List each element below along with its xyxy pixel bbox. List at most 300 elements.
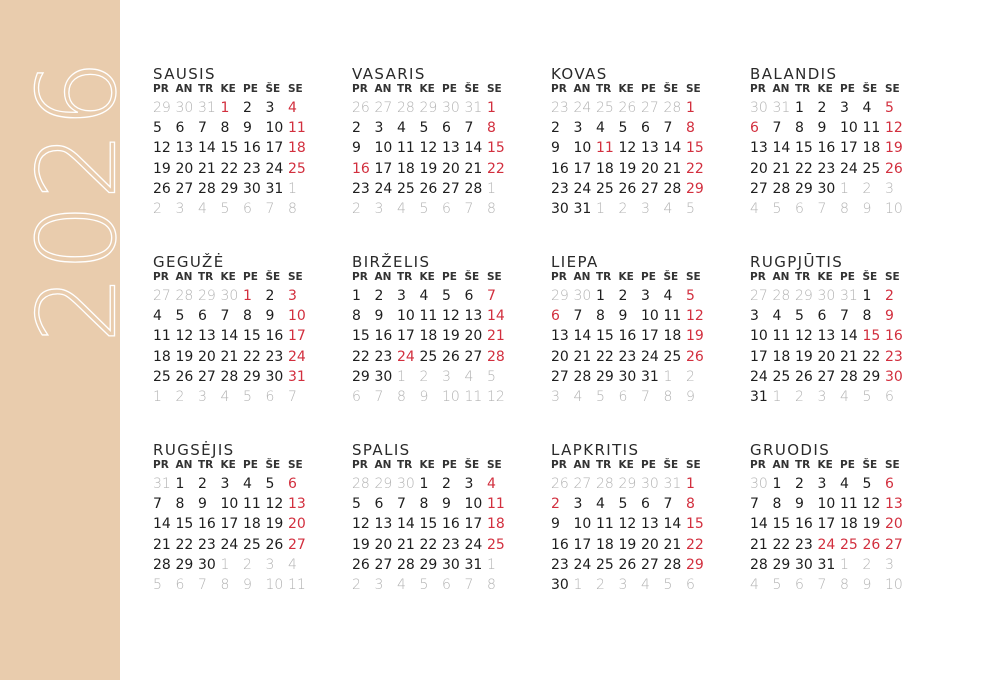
day: 26 — [618, 180, 637, 197]
day: 7 — [750, 496, 759, 513]
day: 5 — [153, 120, 162, 137]
day: 17 — [750, 348, 768, 365]
weekend-day: 29 — [686, 556, 704, 573]
adjacent-month-day: 8 — [840, 576, 849, 593]
day: 11 — [419, 308, 438, 325]
weekend-day: 14 — [487, 308, 505, 325]
weekday-label: SE — [885, 459, 900, 471]
weekend-day: 20 — [885, 516, 903, 533]
adjacent-month-day: 7 — [265, 200, 275, 217]
day: 15 — [220, 140, 239, 157]
weekday-label: ŠE — [265, 83, 281, 95]
month-vasaris — [352, 65, 530, 241]
day: 9 — [551, 516, 560, 533]
adjacent-month-day: 5 — [220, 200, 230, 217]
weekday-label: AN — [374, 83, 392, 95]
weekend-day: 29 — [686, 180, 704, 197]
weekday-header — [153, 459, 311, 471]
day: 6 — [198, 308, 207, 325]
month-gegužė — [153, 253, 331, 429]
day: 7 — [573, 308, 583, 325]
adjacent-month-day: 30 — [750, 476, 768, 492]
weekday-label: PE — [840, 83, 855, 95]
day: 16 — [265, 328, 284, 345]
day: 13 — [817, 328, 836, 345]
adjacent-month-day: 30 — [397, 476, 415, 492]
weekday-label: AN — [374, 459, 392, 471]
day: 29 — [795, 180, 813, 197]
adjacent-month-day: 4 — [750, 200, 759, 217]
adjacent-month-day: 28 — [663, 100, 682, 116]
weekend-day: 1 — [487, 100, 496, 116]
adjacent-month-day: 11 — [464, 388, 483, 405]
day: 25 — [243, 536, 261, 553]
day: 28 — [220, 368, 239, 385]
day: 13 — [198, 328, 216, 345]
day: 30 — [817, 180, 836, 197]
adjacent-month-day: 31 — [772, 100, 791, 116]
month-title: RUGPJŪTIS — [750, 253, 844, 271]
weekend-day: 12 — [885, 120, 903, 137]
adjacent-month-day: 4 — [840, 388, 849, 405]
day: 18 — [397, 160, 415, 177]
day: 17 — [374, 160, 393, 177]
month-title: SAUSIS — [153, 65, 216, 83]
weekday-header — [352, 459, 510, 471]
day: 24 — [573, 556, 592, 573]
adjacent-month-day: 3 — [885, 180, 894, 197]
day: 4 — [663, 288, 673, 304]
adjacent-month-day: 9 — [243, 576, 252, 593]
month-kovas — [551, 65, 729, 241]
adjacent-month-day: 6 — [885, 388, 894, 405]
weekend-day: 25 — [840, 536, 858, 553]
adjacent-month-day: 7 — [817, 576, 827, 593]
weekday-label: PE — [243, 271, 258, 283]
day-grid — [551, 100, 709, 221]
day: 8 — [596, 308, 605, 325]
weekday-label: KE — [419, 459, 435, 471]
adjacent-month-day: 2 — [419, 368, 429, 385]
weekend-day: 22 — [686, 160, 704, 177]
adjacent-month-day: 2 — [862, 556, 872, 573]
day: 12 — [795, 328, 813, 345]
weekday-label: TR — [596, 459, 612, 471]
adjacent-month-day: 10 — [442, 388, 460, 405]
day: 26 — [419, 180, 438, 197]
day: 10 — [265, 120, 284, 137]
day: 1 — [862, 288, 872, 304]
adjacent-month-day: 25 — [596, 100, 614, 116]
day: 10 — [220, 496, 239, 513]
adjacent-month-day: 31 — [198, 100, 216, 116]
adjacent-month-day: 27 — [374, 100, 393, 116]
day: 11 — [772, 328, 791, 345]
weekend-day: 5 — [885, 100, 894, 116]
adjacent-month-day: 8 — [397, 388, 406, 405]
month-title: GEGUŽĖ — [153, 253, 225, 271]
adjacent-month-day: 29 — [795, 288, 813, 304]
day: 14 — [220, 328, 239, 345]
day-grid — [153, 100, 311, 221]
weekend-day: 18 — [288, 140, 306, 157]
day: 25 — [596, 556, 614, 573]
day: 15 — [352, 328, 370, 345]
day: 10 — [573, 140, 592, 157]
day: 3 — [817, 476, 827, 492]
day: 20 — [464, 328, 483, 345]
day: 19 — [153, 160, 171, 177]
adjacent-month-day: 2 — [795, 388, 804, 405]
day: 16 — [795, 516, 813, 533]
weekday-label: KE — [817, 83, 833, 95]
day: 28 — [397, 556, 415, 573]
day: 30 — [795, 556, 813, 573]
day: 6 — [175, 120, 185, 137]
day: 3 — [265, 100, 275, 116]
day: 14 — [198, 140, 216, 157]
adjacent-month-day: 26 — [352, 100, 370, 116]
adjacent-month-day: 4 — [220, 388, 230, 405]
adjacent-month-day: 29 — [198, 288, 216, 304]
adjacent-month-day: 3 — [374, 576, 384, 593]
adjacent-month-day: 7 — [464, 200, 474, 217]
adjacent-month-day: 6 — [442, 576, 451, 593]
day: 6 — [817, 308, 827, 325]
weekend-day: 16 — [885, 328, 903, 345]
adjacent-month-day: 4 — [641, 576, 650, 593]
day: 30 — [551, 576, 569, 593]
day: 24 — [573, 180, 592, 197]
adjacent-month-day: 2 — [352, 576, 361, 593]
day: 30 — [243, 180, 261, 197]
adjacent-month-day: 9 — [419, 388, 429, 405]
adjacent-month-day: 28 — [397, 100, 415, 116]
weekday-label: KE — [817, 271, 833, 283]
weekday-label: KE — [618, 83, 634, 95]
day: 18 — [840, 516, 858, 533]
day: 24 — [840, 160, 858, 177]
day: 29 — [220, 180, 239, 197]
adjacent-month-day: 12 — [487, 388, 505, 405]
adjacent-month-day: 11 — [288, 576, 306, 593]
day: 21 — [750, 536, 768, 553]
adjacent-month-day: 1 — [596, 200, 605, 217]
weekend-day: 22 — [686, 536, 704, 553]
day: 9 — [198, 496, 207, 513]
weekday-label: ŠE — [862, 83, 878, 95]
weekday-label: PE — [641, 459, 656, 471]
adjacent-month-day: 6 — [352, 388, 361, 405]
weekend-day: 24 — [397, 348, 415, 365]
day: 26 — [795, 368, 813, 385]
day: 28 — [198, 180, 216, 197]
day: 11 — [243, 496, 261, 513]
day: 7 — [663, 120, 673, 137]
adjacent-month-day: 7 — [464, 576, 474, 593]
adjacent-month-day: 6 — [442, 200, 451, 217]
weekend-day: 21 — [487, 328, 505, 345]
weekday-label: PE — [641, 271, 656, 283]
weekend-day: 10 — [288, 308, 306, 325]
weekend-day: 11 — [596, 140, 614, 157]
day: 28 — [750, 556, 768, 573]
day: 12 — [265, 496, 284, 513]
adjacent-month-day: 2 — [243, 556, 252, 573]
day: 27 — [641, 180, 659, 197]
day: 17 — [220, 516, 239, 533]
weekday-header — [750, 271, 908, 283]
day: 16 — [551, 536, 569, 553]
adjacent-month-day: 8 — [288, 200, 297, 217]
day: 21 — [663, 160, 682, 177]
day: 3 — [573, 120, 583, 137]
adjacent-month-day: 5 — [596, 388, 605, 405]
day: 25 — [862, 160, 881, 177]
day: 23 — [442, 536, 460, 553]
adjacent-month-day: 24 — [573, 100, 592, 116]
weekend-day: 16 — [352, 160, 370, 177]
adjacent-month-day: 10 — [885, 576, 903, 593]
adjacent-month-day: 3 — [198, 388, 207, 405]
day: 25 — [596, 180, 614, 197]
adjacent-month-day: 8 — [220, 576, 230, 593]
weekday-label: AN — [175, 271, 193, 283]
adjacent-month-day: 1 — [153, 388, 162, 405]
day: 5 — [419, 120, 429, 137]
day-grid — [750, 476, 908, 597]
day: 5 — [265, 476, 275, 492]
month-lapkritis — [551, 441, 729, 617]
day: 24 — [750, 368, 768, 385]
weekday-label: TR — [795, 83, 811, 95]
day: 15 — [243, 328, 261, 345]
day: 29 — [862, 368, 881, 385]
day: 4 — [772, 308, 782, 325]
adjacent-month-day: 2 — [175, 388, 185, 405]
day: 23 — [551, 180, 569, 197]
weekday-label: ŠE — [265, 271, 281, 283]
day: 30 — [618, 368, 637, 385]
day: 4 — [596, 496, 605, 513]
day: 25 — [397, 180, 415, 197]
weekday-header — [750, 83, 908, 95]
day: 10 — [573, 516, 592, 533]
adjacent-month-day: 6 — [618, 388, 628, 405]
day: 25 — [772, 368, 791, 385]
weekday-label: AN — [772, 459, 790, 471]
day: 23 — [551, 556, 569, 573]
day: 17 — [641, 328, 659, 345]
day-grid — [352, 288, 510, 409]
weekend-day: 6 — [551, 308, 560, 325]
day: 29 — [243, 368, 261, 385]
adjacent-month-day: 1 — [840, 556, 849, 573]
day: 18 — [596, 536, 614, 553]
adjacent-month-day: 6 — [686, 576, 695, 593]
day-grid — [551, 476, 709, 597]
day: 7 — [464, 120, 474, 137]
weekday-label: SE — [288, 459, 303, 471]
day: 13 — [641, 516, 659, 533]
weekday-label: PR — [153, 459, 169, 471]
weekend-day: 1 — [220, 100, 230, 116]
day: 25 — [663, 348, 682, 365]
adjacent-month-day: 8 — [487, 200, 496, 217]
day: 17 — [840, 140, 858, 157]
adjacent-month-day: 5 — [153, 576, 162, 593]
day: 14 — [663, 140, 682, 157]
adjacent-month-day: 2 — [352, 200, 361, 217]
day: 2 — [352, 120, 361, 137]
day: 15 — [175, 516, 194, 533]
day: 4 — [419, 288, 429, 304]
weekend-day: 20 — [288, 516, 306, 533]
month-title: LIEPA — [551, 253, 599, 271]
weekday-label: TR — [795, 271, 811, 283]
weekday-label: PE — [442, 271, 457, 283]
adjacent-month-day: 6 — [243, 200, 252, 217]
weekend-day: 15 — [686, 140, 704, 157]
adjacent-month-day: 6 — [175, 576, 185, 593]
day: 1 — [419, 476, 429, 492]
adjacent-month-day: 23 — [551, 100, 569, 116]
adjacent-month-day: 1 — [487, 556, 496, 573]
day: 8 — [862, 308, 872, 325]
adjacent-month-day: 3 — [885, 556, 894, 573]
adjacent-month-day: 10 — [885, 200, 903, 217]
day: 13 — [750, 140, 768, 157]
weekday-label: ŠE — [464, 83, 480, 95]
day: 16 — [618, 328, 637, 345]
day: 21 — [772, 160, 791, 177]
month-title: SPALIS — [352, 441, 411, 459]
adjacent-month-day: 31 — [464, 100, 483, 116]
adjacent-month-day: 2 — [618, 200, 628, 217]
day: 24 — [374, 180, 393, 197]
adjacent-month-day: 1 — [487, 180, 496, 197]
weekend-day: 1 — [686, 100, 695, 116]
weekday-label: ŠE — [663, 83, 679, 95]
day: 3 — [220, 476, 230, 492]
day: 7 — [772, 120, 782, 137]
day: 14 — [663, 516, 682, 533]
day: 10 — [817, 496, 836, 513]
weekday-label: SE — [885, 271, 900, 283]
day: 31 — [464, 556, 483, 573]
weekend-day: 8 — [686, 120, 695, 137]
weekday-label: TR — [596, 271, 612, 283]
adjacent-month-day: 3 — [265, 556, 275, 573]
day: 19 — [352, 536, 370, 553]
weekday-label: KE — [419, 271, 435, 283]
adjacent-month-day: 29 — [374, 476, 393, 492]
day: 27 — [551, 368, 569, 385]
day: 20 — [175, 160, 194, 177]
weekend-day: 25 — [288, 160, 306, 177]
day: 28 — [663, 556, 682, 573]
adjacent-month-day: 9 — [862, 576, 872, 593]
day: 5 — [618, 496, 628, 513]
weekday-label: PE — [243, 83, 258, 95]
day: 19 — [618, 160, 637, 177]
adjacent-month-day: 4 — [288, 556, 297, 573]
adjacent-month-day: 2 — [596, 576, 605, 593]
day: 20 — [750, 160, 768, 177]
day: 17 — [817, 516, 836, 533]
day: 9 — [265, 308, 275, 325]
day-grid — [153, 476, 311, 597]
weekend-day: 6 — [288, 476, 297, 492]
day: 4 — [840, 476, 849, 492]
day: 14 — [464, 140, 483, 157]
day: 11 — [663, 308, 682, 325]
adjacent-month-day: 27 — [641, 100, 659, 116]
day: 4 — [153, 308, 162, 325]
weekday-header — [153, 271, 311, 283]
weekend-day: 22 — [487, 160, 505, 177]
day: 11 — [397, 140, 415, 157]
weekend-day: 5 — [686, 288, 695, 304]
day: 21 — [840, 348, 858, 365]
adjacent-month-day: 6 — [795, 576, 804, 593]
weekday-label: ŠE — [265, 459, 281, 471]
adjacent-month-day: 1 — [397, 368, 406, 385]
weekend-day: 11 — [288, 120, 306, 137]
weekday-label: ŠE — [862, 459, 878, 471]
day: 18 — [772, 348, 791, 365]
weekday-label: AN — [374, 271, 392, 283]
adjacent-month-day: 28 — [772, 288, 791, 304]
day: 2 — [243, 100, 252, 116]
day: 11 — [840, 496, 858, 513]
day: 26 — [175, 368, 194, 385]
weekday-label: PR — [750, 83, 766, 95]
day: 26 — [352, 556, 370, 573]
day: 17 — [573, 160, 592, 177]
day: 29 — [772, 556, 791, 573]
day: 3 — [641, 288, 650, 304]
day: 24 — [464, 536, 483, 553]
day-grid — [352, 476, 510, 597]
day: 7 — [840, 308, 849, 325]
adjacent-month-day: 7 — [198, 576, 207, 593]
weekend-day: 24 — [288, 348, 306, 365]
day: 12 — [442, 308, 460, 325]
weekend-day: 25 — [487, 536, 505, 553]
day: 20 — [641, 536, 659, 553]
adjacent-month-day: 7 — [817, 200, 827, 217]
adjacent-month-day: 6 — [265, 388, 275, 405]
weekday-label: AN — [175, 459, 193, 471]
weekday-header — [352, 271, 510, 283]
day: 19 — [618, 536, 637, 553]
weekday-label: TR — [397, 459, 413, 471]
adjacent-month-day: 8 — [487, 576, 496, 593]
day: 13 — [641, 140, 659, 157]
day: 19 — [442, 328, 460, 345]
adjacent-month-day: 5 — [772, 576, 782, 593]
day: 6 — [374, 496, 384, 513]
weekend-day: 7 — [487, 288, 496, 304]
weekend-day: 19 — [885, 140, 903, 157]
adjacent-month-day: 2 — [686, 368, 695, 385]
day: 7 — [397, 496, 406, 513]
day: 20 — [817, 348, 836, 365]
adjacent-month-day: 31 — [840, 288, 858, 304]
adjacent-month-day: 5 — [487, 368, 496, 385]
day: 21 — [573, 348, 592, 365]
